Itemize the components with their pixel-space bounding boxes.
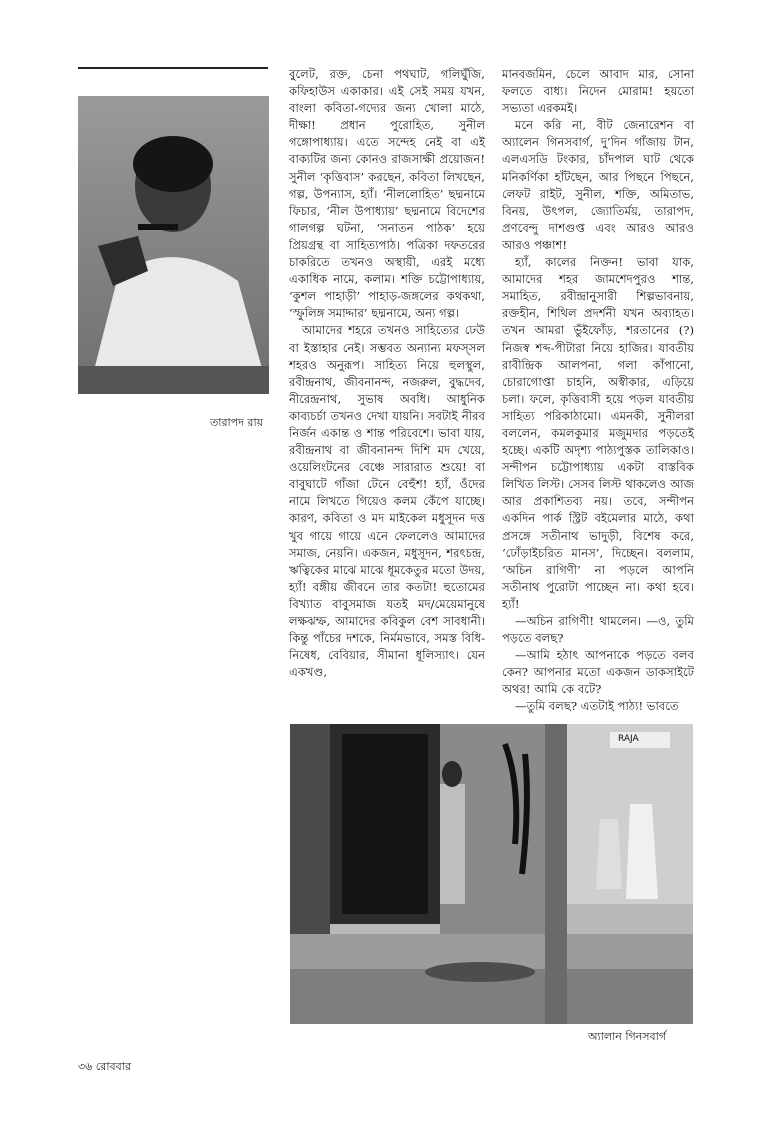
paragraph: —আমি হঠাৎ আপনাকে পড়তে বলব কেন? আপনার মতো একজন ডাকসাইটে অথর! আমি কে বটে? [502,648,694,697]
paragraph: মনে করি না, বীট জেনারেশন বা অ্যালেন গিনসবার্গ, দু’দিন গাঁজায় টান, এলএসডি টংকার, চাঁদপাল ঘাট থেকে মনিকর্ণিকা হাঁটছেন, আর পিছনে পিছনে, লেফট রাইট, সুনীল, শক্তি, অমিতাভ, বিনয়, উৎপল, জ্যোতির্ময়, তারাপদ, প্রণবেন্দু দাশগুপ্ত এবং আরও আরও আরও পঞ্চাশ! [502,118,694,252]
paragraph: —অচিন রাগিণী! থামলেন। —ও, তুমি পড়তে বলছ? [502,614,694,646]
street-photo-caption: অ্যালান গিনসবার্গ [588,1030,667,1043]
text-column-1 [289,66,485,681]
portrait-photo [78,96,269,394]
paragraph: —তুমি বলছ? এতটাই পাঠ্য! ভাবতে [515,699,679,714]
paragraph: বুলেট, রক্ত, চেনা পথঘাট, গলিঘুঁজি, কফিহাউস একাকার। এই সেই সময় যখন, বাংলা কবিতা-গদ্যের জন্য খোলা মাঠে, দীক্ষা! প্রধান পুরোহিত, সুনীল গঙ্গোপাধ্যায়। এতে সন্দেহ নেই বা এই বাক্যটির জন্য কোনও রাজসাক্ষী প্রয়োজন! সুনীল ‘কৃত্তিবাস’ করছেন, কবিতা লিখছেন, গল্প, উপন্যাস, হ্যাঁ। ‘নীললোহিত’ ছদ্মনামে ফিচার, ‘নীল উপাধ্যায়’ ছদ্মনামে বিদেশের গালগল্প ঘটনা, ‘সনাতন পাঠক’ হয়ে প্রিয়গ্রন্থ বা সাহিত্যপাঠ। পত্রিকা দফতরের চাকরিতে তখনও অস্থায়ী, এরই মধ্যে একাধিক নামে, কলাম। শক্তি চট্টোপাধ্যায়, ‘কুশল পাহাড়ী’ পাহাড়-জঙ্গলের কথকথা, ‘স্ফুলিঙ্গ সমাদ্দার’ ছদ্মনামে, অন্য গল্প। [289,67,485,321]
paragraph: আমাদের শহরে তখনও সাহিত্যের ঢেউ বা ইস্তাহার নেই। সম্ভবত অন্যান্য মফস্সল শহরও অনুরূপ। সাহিত্য নিয়ে হুলস্থুল, রবীন্দ্রনাথ, জীবনানন্দ, নজরুল, বুদ্ধদেব, নীরেন্দ্রনাথ, সুভাষ অবধি। আধুনিক কাব্যচর্চা তখনও দেখা যায়নি। সবটাই নীরব নির্জন একান্ত ও শান্ত পরিবেশে। ভাবা যায়, রবীন্দ্রনাথ বা জীবনানন্দ দিশি মদ খেয়ে, ওয়েলিংটনের বেঞ্চে সারারাত শুয়ে! বা বাবুঘাটে গাঁজা টেনে বেহুঁশ! হ্যাঁ, ওঁদের নামে লিখতে গিয়েও কলম কেঁপে যাচ্ছে। কারণ, কবিতা ও মদ মাইকেল মধুসূদন দত্ত খুব গায়ে গায়ে এনে ফেললেও আমাদের সমাজ, নেয়নি। একজন, মধুসূদন, শরৎচন্দ্র, ঋত্বিকের মাঝে মাঝে ধূমকেতুর মতো উদয়, হ্যাঁ! বঙ্গীয় জীবনে তার কতটা! হুতোমের বিখ্যাত বাবুসমাজ যতই মদ/মেয়েমানুষে লক্ষঝম্ফ, আমাদের কবিকুল বেশ সাবধানী। কিন্তু পাঁচের দশকে, নির্মমভাবে, সমস্ত বিধি-নিষেধ, বেবিয়ার, সীমানা ধূলিস্যাৎ। যেন একখণ্ড, [289,323,485,680]
paragraph: হ্যাঁ, কালের নিক্তন! ভাবা যাক, আমাদের শহর জামশেদপুরও শান্ত, সমাহিত, রবীন্দ্রানুসারী শিল্পভাবনায়, রক্তহীন, শিথিল প্রদর্শনী যখন অব্যাহত। তখন আমরা ভুঁইফোঁড়, শরতানের (?) নিজস্ব শব্দ-পীটারা নিয়ে হাজির। যাবতীয় রাবীন্দ্রিক আলপনা, গলা কাঁপানো, চোরাগোপ্তা চাহনি, অস্বীকার, এড়িয়ে চলা। ফলে, কৃত্তিবাসী হয়ে পড়ল যাবতীয় সাহিত্য পরিকাঠামো। এমনকী, সুনীলরা বললেন, কমলকুমার মজুমদার পড়তেই হচ্ছে। একটি অদৃশ্য পাঠ্যপুস্তক তালিকাও। সন্দীপন চট্টোপাধ্যায় একটা বাস্তবিক লিখিত লিস্ট। সেসব লিস্ট থাকলেও আজ আর প্রকাশিতব্য নয়। তবে, সন্দীপন একদিন পার্ক স্ট্রিট বইমেলার মাঠে, কথা প্রসঙ্গে সতীনাথ ভাদুড়ী, বিশেষ করে, ‘ঢোঁড়াইচরিত মানস’, দিচ্ছেন। বললাম, ‘অচিন রাগিণী’ না পড়লে আপনি সতীনাথ পুরোটা পাচ্ছেন না। কথা হবে। হ্যাঁ! [502,255,694,611]
paragraph: মানবজমিন, চেলে আবাদ মার, সোনা ফলতে বাধ্য। নিদেন মোরাম! হয়তো সভ্যতা এরকমই। [502,67,694,116]
shop-sign: RAJA [618,734,639,744]
text-column-2 [502,66,694,716]
page-footer: ৩৬ রোববার [78,1060,131,1073]
portrait-caption: তারাপদ রায় [210,416,264,429]
top-rule [78,67,268,69]
street-photo [290,724,693,1024]
